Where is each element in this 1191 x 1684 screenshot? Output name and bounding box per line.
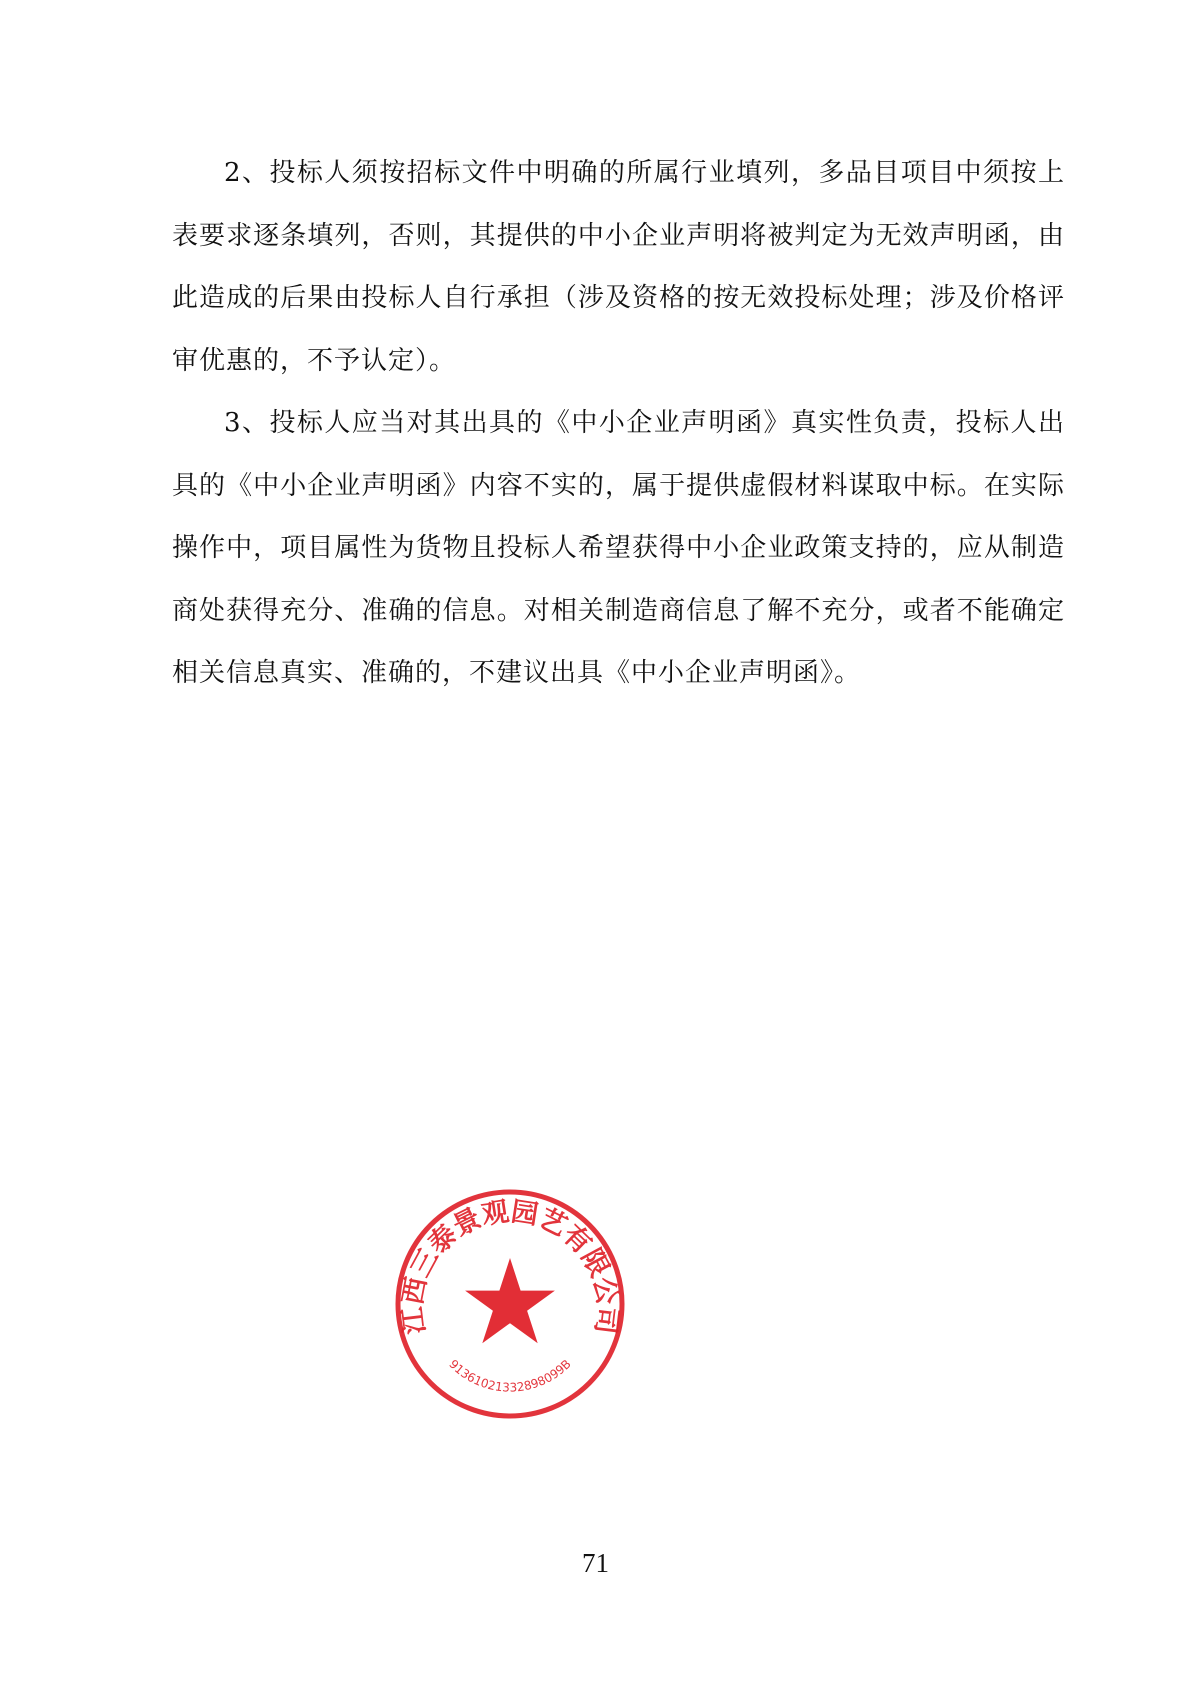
page-number: 71 <box>582 1548 609 1578</box>
star-icon <box>465 1258 555 1343</box>
company-seal <box>392 1186 628 1422</box>
paragraph-2: 2、投标人须按招标文件中明确的所属行业填列，多品目项目中须按上表要求逐条填列，否则，其提供的中小企业声明将被判定为无效声明函，由此造成的后果由投标人自行承担（涉及资格的按无效投标处理；涉及价格评审优惠的，不予认定）。 <box>172 158 1065 376</box>
body-text <box>172 142 1065 705</box>
seal-company-name: 江西三泰景观园艺有限公司 <box>397 1196 623 1336</box>
paragraph-3: 3、投标人应当对其出具的《中小企业声明函》真实性负责，投标人出具的《中小企业声明函》内容不实的，属于提供虚假材料谋取中标。在实际操作中，项目属性为货物且投标人希望获得中小企业政策支持的，应从制造商处获得充分、准确的信息。对相关制造商信息了解不充分，或者不能确定相关信息真实、准确的，不建议出具《中小企业声明函》。 <box>172 408 1065 688</box>
seal-code: 91361021332898099B <box>446 1356 574 1395</box>
